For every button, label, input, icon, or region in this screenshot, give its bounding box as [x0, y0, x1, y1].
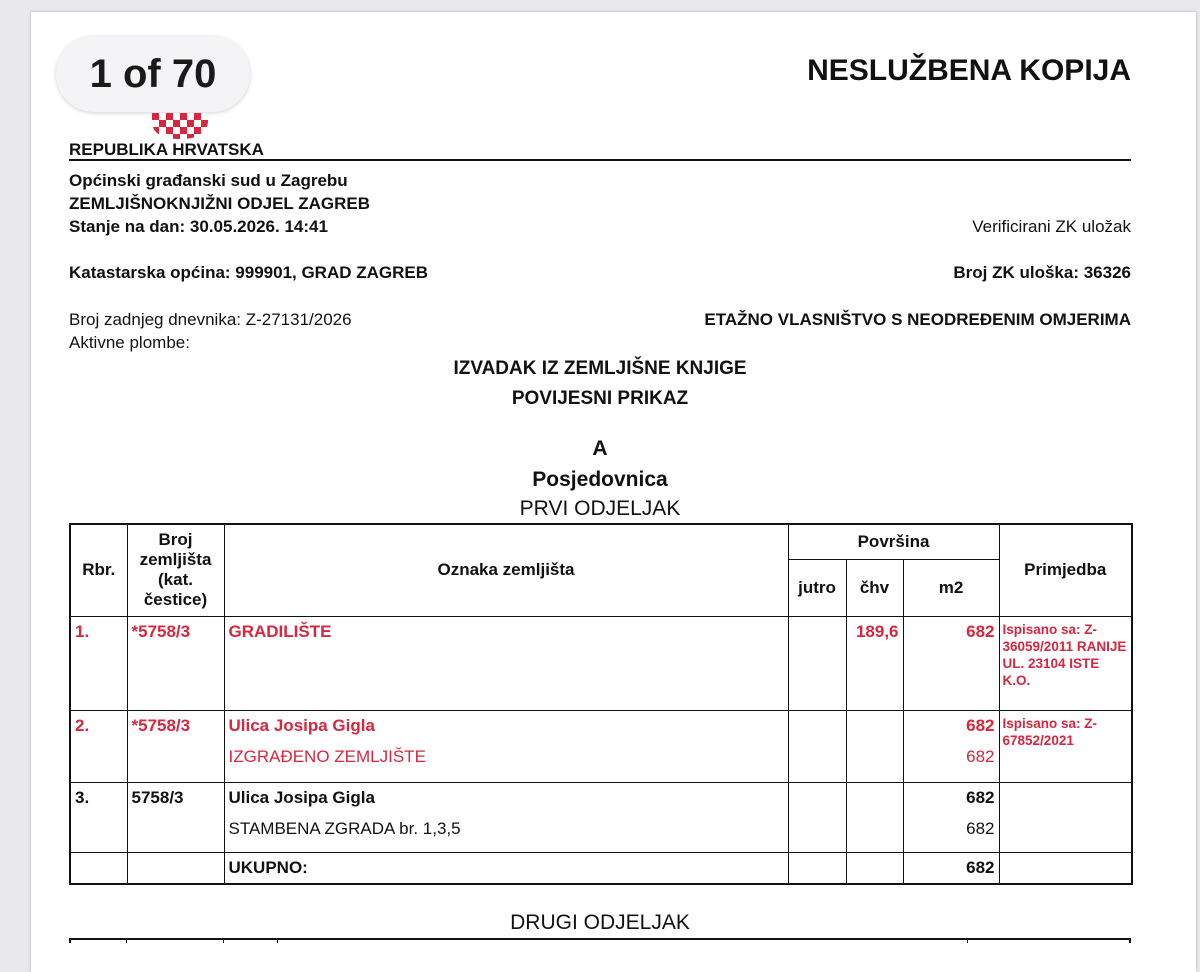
- row-rbr: 1.: [70, 616, 127, 710]
- row-chv: [846, 710, 903, 782]
- header-area: Površina: [788, 524, 999, 559]
- page-indicator-text: 1 of 70: [89, 51, 217, 96]
- header-parcel-number: [127, 524, 224, 616]
- section-letter: A: [592, 437, 608, 460]
- row-m2-cell: [903, 782, 999, 852]
- row-rbr: 2.: [70, 710, 127, 782]
- header-rbr: Rbr.: [70, 524, 127, 616]
- row-remark: Ispisano sa: Z-36059/2011 RANIJE UL. 23104 ISTE K.O.: [999, 616, 1132, 710]
- first-part-heading: PRVI ODJELJAK: [519, 497, 681, 520]
- header-parcel-line-3: (kat.: [158, 570, 193, 590]
- row-jutro: [788, 710, 846, 782]
- verified-status: Verificirani ZK uložak: [972, 217, 1131, 236]
- header-remark: Primjedba: [999, 524, 1132, 616]
- row-parcel: 5758/3: [127, 782, 224, 852]
- row-m2-secondary: 682: [966, 746, 995, 766]
- ownership-type: ETAŽNO VLASNIŠTVO S NEODREĐENIM OMJERIMA: [704, 310, 1131, 329]
- section-name: Posjedovnica: [532, 468, 668, 491]
- header-jutro: jutro: [788, 559, 846, 616]
- row-m2: 682: [903, 616, 999, 710]
- row-m2: 682: [966, 715, 995, 735]
- row-m2-cell: [903, 710, 999, 782]
- page-indicator-badge: [56, 36, 250, 112]
- total-empty: [70, 852, 127, 884]
- row-chv: 189,6: [846, 616, 903, 710]
- second-part-table-edge: [69, 938, 1131, 943]
- row-designation: Ulica Josipa Gigla: [228, 715, 375, 735]
- row-remark: Ispisano sa: Z-67852/2021: [999, 710, 1132, 782]
- parcels-table: [69, 523, 1133, 885]
- row-remark: [999, 782, 1132, 852]
- header-m2: m2: [903, 559, 999, 616]
- total-empty: [788, 852, 846, 884]
- row-chv: [846, 782, 903, 852]
- total-empty: [127, 852, 224, 884]
- row-rbr: 3.: [70, 782, 127, 852]
- total-m2: 682: [903, 852, 999, 884]
- table-row: [70, 616, 1132, 710]
- croatian-coat-of-arms-icon: [152, 113, 208, 139]
- state-date: Stanje na dan: 30.05.2026. 14:41: [69, 217, 328, 236]
- table-row: [70, 710, 1132, 782]
- total-label: UKUPNO:: [224, 852, 788, 884]
- table-row: [70, 782, 1132, 852]
- row-jutro: [788, 782, 846, 852]
- row-m2: 682: [966, 787, 995, 807]
- header-divider: [69, 159, 1131, 161]
- folio-number: Broj ZK uloška: 36326: [953, 263, 1131, 282]
- row-designation-secondary: IZGRAĐENO ZEMLJIŠTE: [228, 746, 426, 766]
- row-designation-cell: [224, 710, 788, 782]
- historical-view-heading: POVIJESNI PRIKAZ: [511, 388, 689, 409]
- extract-heading: IZVADAK IZ ZEMLJIŠNE KNJIGE: [453, 358, 747, 379]
- unofficial-copy-title: NESLUŽBENA KOPIJA: [807, 54, 1131, 87]
- table-header-row: [70, 524, 1132, 559]
- row-parcel: *5758/3: [127, 710, 224, 782]
- country-name: REPUBLIKA HRVATSKA: [69, 140, 264, 159]
- header-chv: čhv: [846, 559, 903, 616]
- row-m2-secondary: 682: [966, 818, 995, 838]
- header-parcel-line-1: Broj: [158, 530, 193, 550]
- last-diary-number: Broj zadnjeg dnevnika: Z-27131/2026: [69, 310, 352, 329]
- cadastral-municipality: Katastarska općina: 999901, GRAD ZAGREB: [69, 263, 429, 282]
- second-part-heading: DRUGI ODJELJAK: [510, 911, 690, 934]
- row-designation-cell: [224, 782, 788, 852]
- row-designation-secondary: STAMBENA ZGRADA br. 1,3,5: [228, 818, 461, 838]
- total-empty: [846, 852, 903, 884]
- header-parcel-line-2: zemljišta: [139, 550, 212, 570]
- total-empty: [999, 852, 1132, 884]
- header-parcel-line-4: čestice): [143, 590, 208, 610]
- table-total-row: [70, 852, 1132, 884]
- row-parcel: *5758/3: [127, 616, 224, 710]
- header-land-designation: Oznaka zemljišta: [224, 524, 788, 616]
- row-jutro: [788, 616, 846, 710]
- court-name: Općinski građanski sud u Zagrebu: [69, 171, 348, 190]
- row-designation: GRADILIŠTE: [224, 616, 788, 710]
- row-designation: Ulica Josipa Gigla: [228, 787, 375, 807]
- department-name: ZEMLJIŠNOKNJIŽNI ODJEL ZAGREB: [69, 194, 370, 213]
- active-seals: Aktivne plombe:: [69, 333, 190, 352]
